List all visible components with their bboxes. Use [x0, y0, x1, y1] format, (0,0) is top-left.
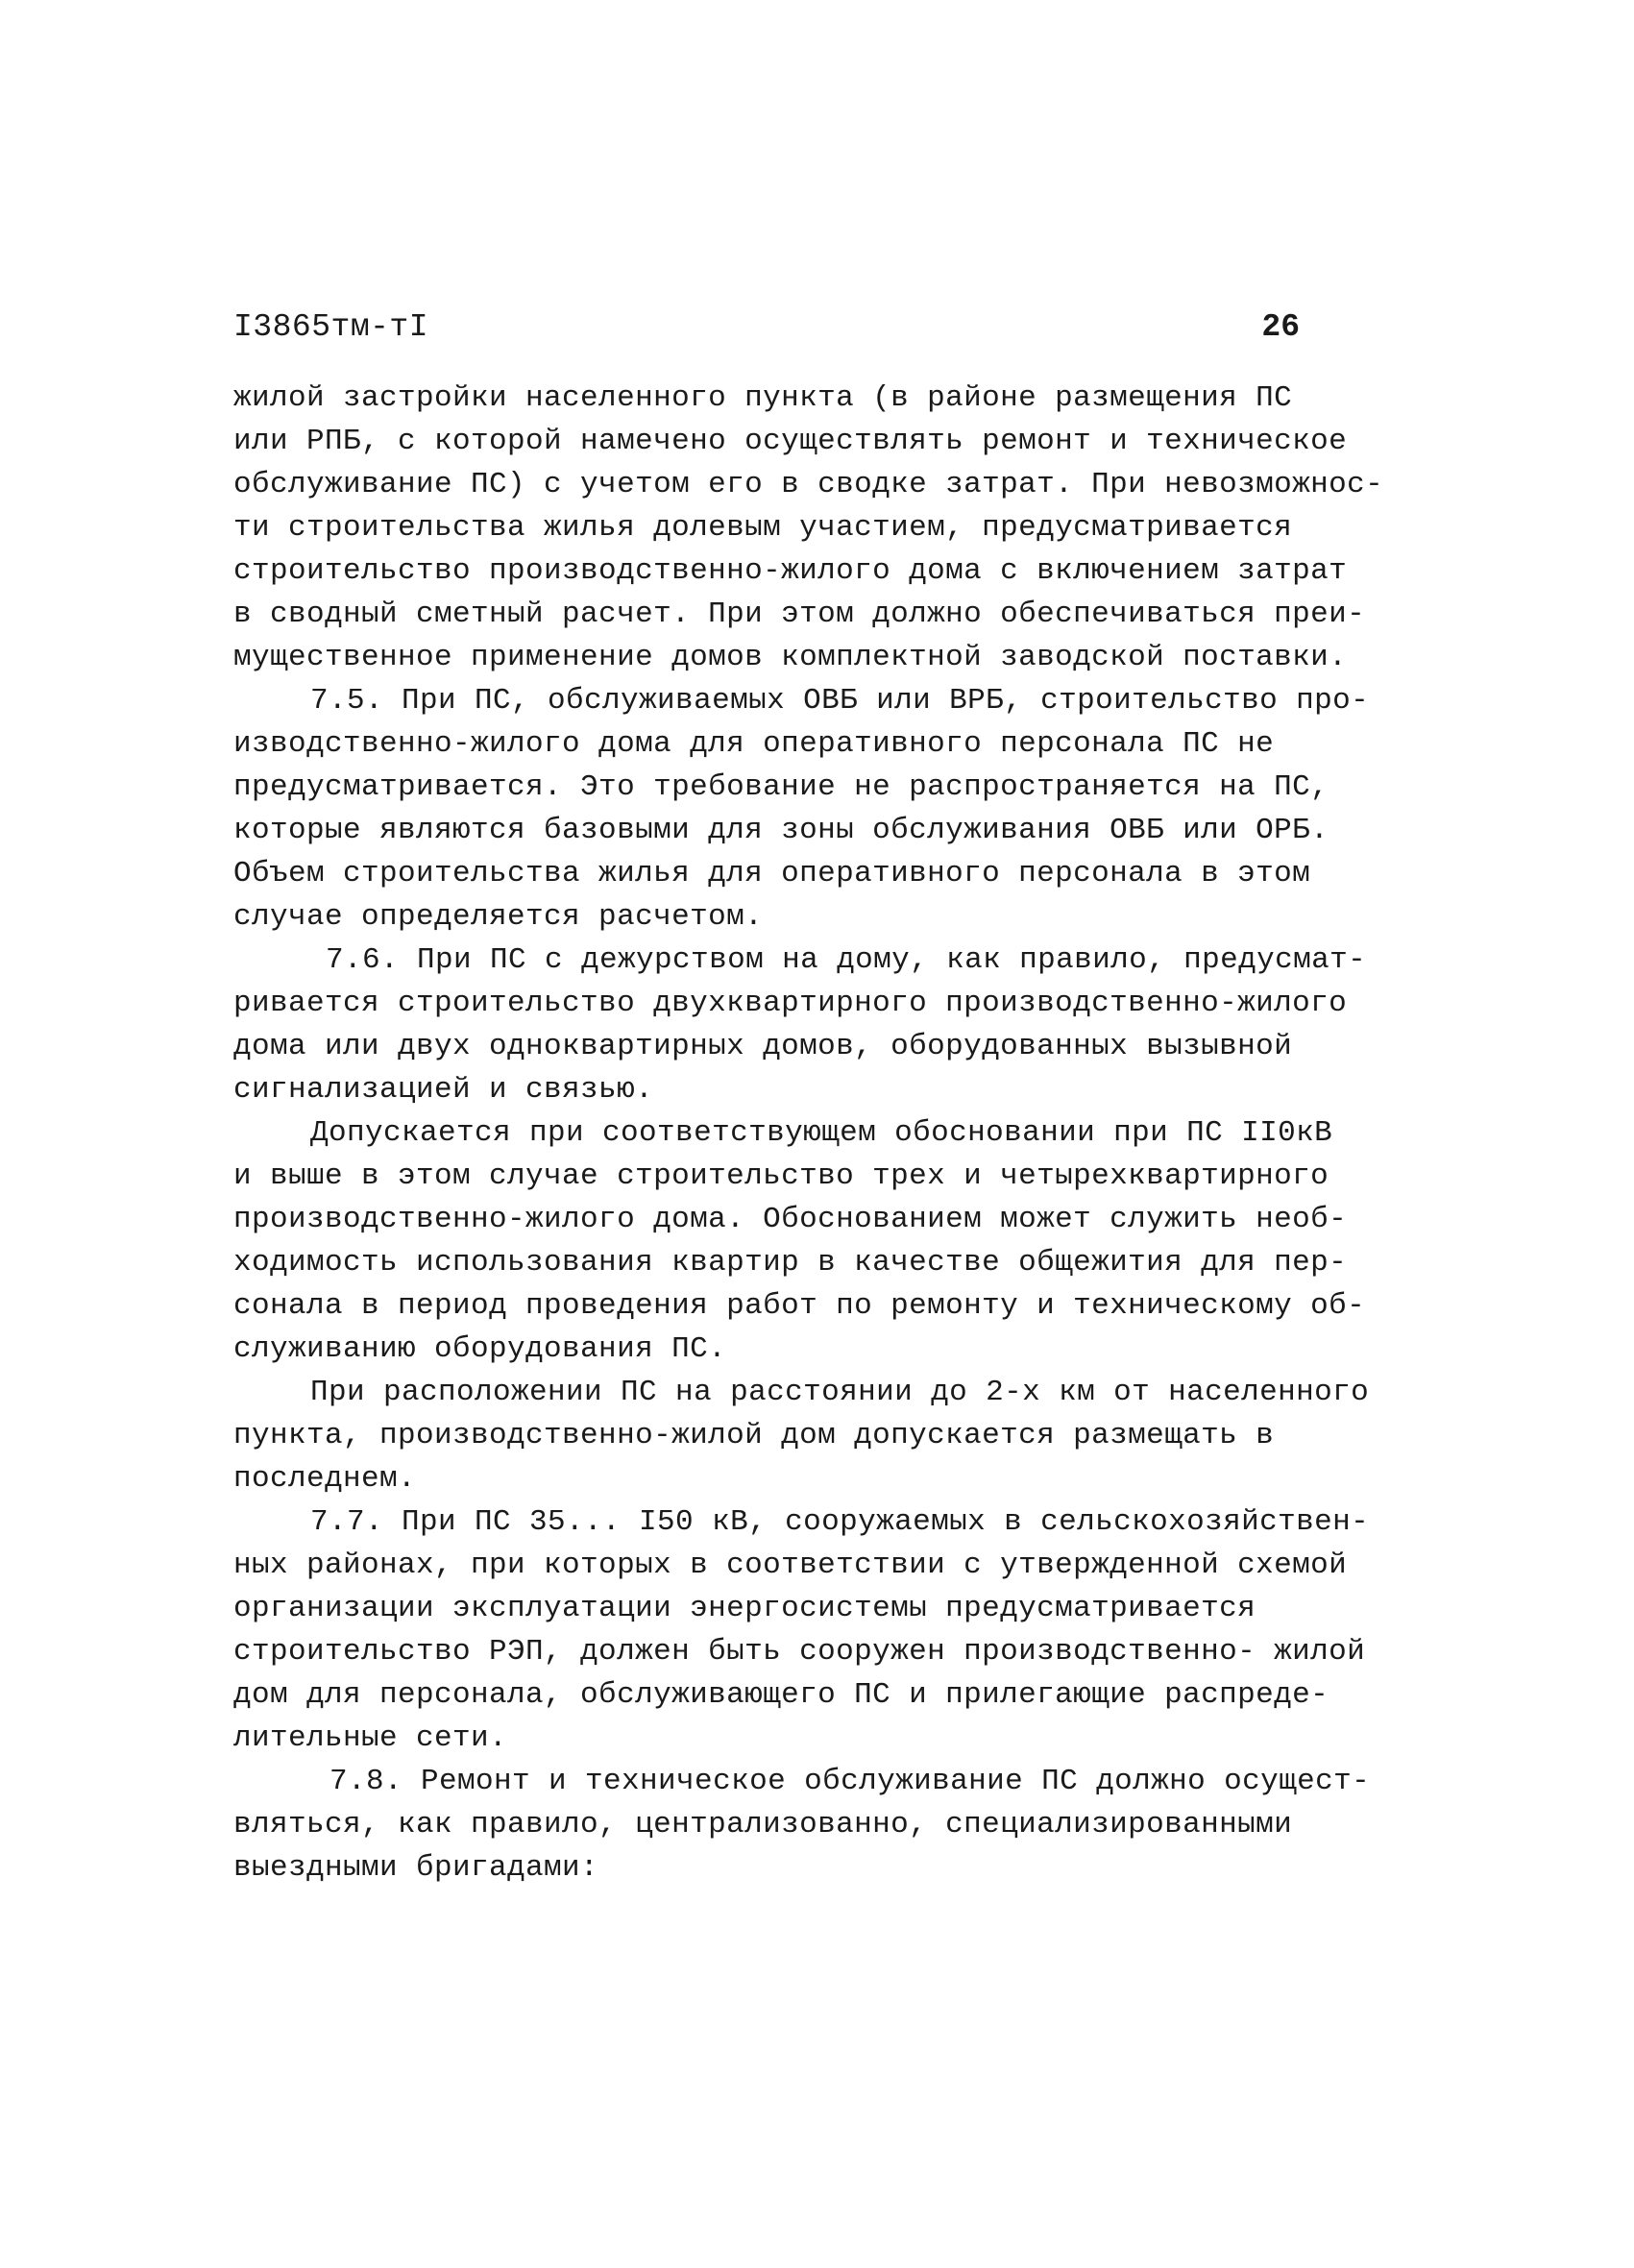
text-line: ривается строительство двухквартирного производственно-жилого — [233, 987, 1348, 1020]
text-line: служиванию оборудования ПС. — [233, 1332, 727, 1366]
text-line: изводственно-жилого дома для оперативного персонала ПС не — [233, 727, 1275, 761]
text-line: или РПБ, с которой намечено осуществлять ремонт и техническое — [233, 425, 1348, 458]
text-line: организации эксплуатации энергосистемы предусматривается — [233, 1592, 1256, 1625]
text-line: выездными бригадами: — [233, 1851, 599, 1885]
section-7-8-start: 7.8. Ремонт и техническое обслуживание ПС должно осущест- — [329, 1765, 1371, 1798]
text-line: и выше в этом случае строительство трех и четырехквартирного — [233, 1159, 1329, 1193]
text-line: вляться, как правило, централизованно, специализированными — [233, 1808, 1293, 1841]
text-line: Объем строительства жилья для оперативного персонала в этом — [233, 857, 1311, 890]
text-line: обслуживание ПС) с учетом его в сводке затрат. При невозможнос- — [233, 468, 1384, 501]
page-header — [233, 309, 1300, 357]
body-text — [233, 377, 1386, 1890]
page-number: 26 — [1261, 309, 1300, 345]
text-line: ходимость использования квартир в качестве общежития для пер- — [233, 1246, 1348, 1280]
section-7-5-start: 7.5. При ПС, обслуживаемых ОВБ или ВРБ, строительство про- — [310, 684, 1370, 718]
text-line: последнем. — [233, 1462, 417, 1496]
text-line: лительные сети. — [233, 1721, 508, 1755]
text-line: ти строительства жилья долевым участием, предусматривается — [233, 511, 1293, 545]
section-7-6-start: 7.6. При ПС с дежурством на дому, как правило, предусмат- — [326, 943, 1367, 977]
text-line: сигнализацией и связью. — [233, 1073, 654, 1107]
text-line: в сводный сметный расчет. При этом должно обеспечиваться преи- — [233, 597, 1366, 631]
text-line: сонала в период проведения работ по ремонту и техническому об- — [233, 1289, 1366, 1323]
text-line: случае определяется расчетом. — [233, 900, 764, 934]
text-line: жилой застройки населенного пункта (в районе размещения ПС — [233, 381, 1293, 415]
text-line: предусматривается. Это требование не распространяется на ПС, — [233, 770, 1329, 804]
text-line: пункта, производственно-жилой дом допускается размещать в — [233, 1419, 1275, 1452]
text-line: ных районах, при которых в соответствии с утвержденной схемой — [233, 1549, 1348, 1582]
text-line: которые являются базовыми для зоны обслуживания ОВБ или ОРБ. — [233, 814, 1329, 847]
text-line: мущественное применение домов комплектной заводской поставки. — [233, 641, 1348, 674]
section-7-7-start: 7.7. При ПС 35... I50 кВ, сооружаемых в сельскохозяйствен- — [310, 1505, 1370, 1539]
text-line: строительство РЭП, должен быть сооружен производственно- жилой — [233, 1635, 1366, 1669]
text-line: строительство производственно-жилого дома с включением затрат — [233, 554, 1348, 588]
text-line: производственно-жилого дома. Обоснованием может служить необ- — [233, 1203, 1348, 1236]
text-line: дом для персонала, обслуживающего ПС и прилегающие распреде- — [233, 1678, 1329, 1712]
paragraph-start: Допускается при соответствующем обосновании при ПС II0кВ — [310, 1116, 1333, 1150]
paragraph-start: При расположении ПС на расстоянии до 2-х км от населенного — [310, 1376, 1370, 1409]
document-code: I3865тм-тI — [233, 309, 429, 345]
text-line: дома или двух одноквартирных домов, оборудованных вызывной — [233, 1030, 1293, 1063]
